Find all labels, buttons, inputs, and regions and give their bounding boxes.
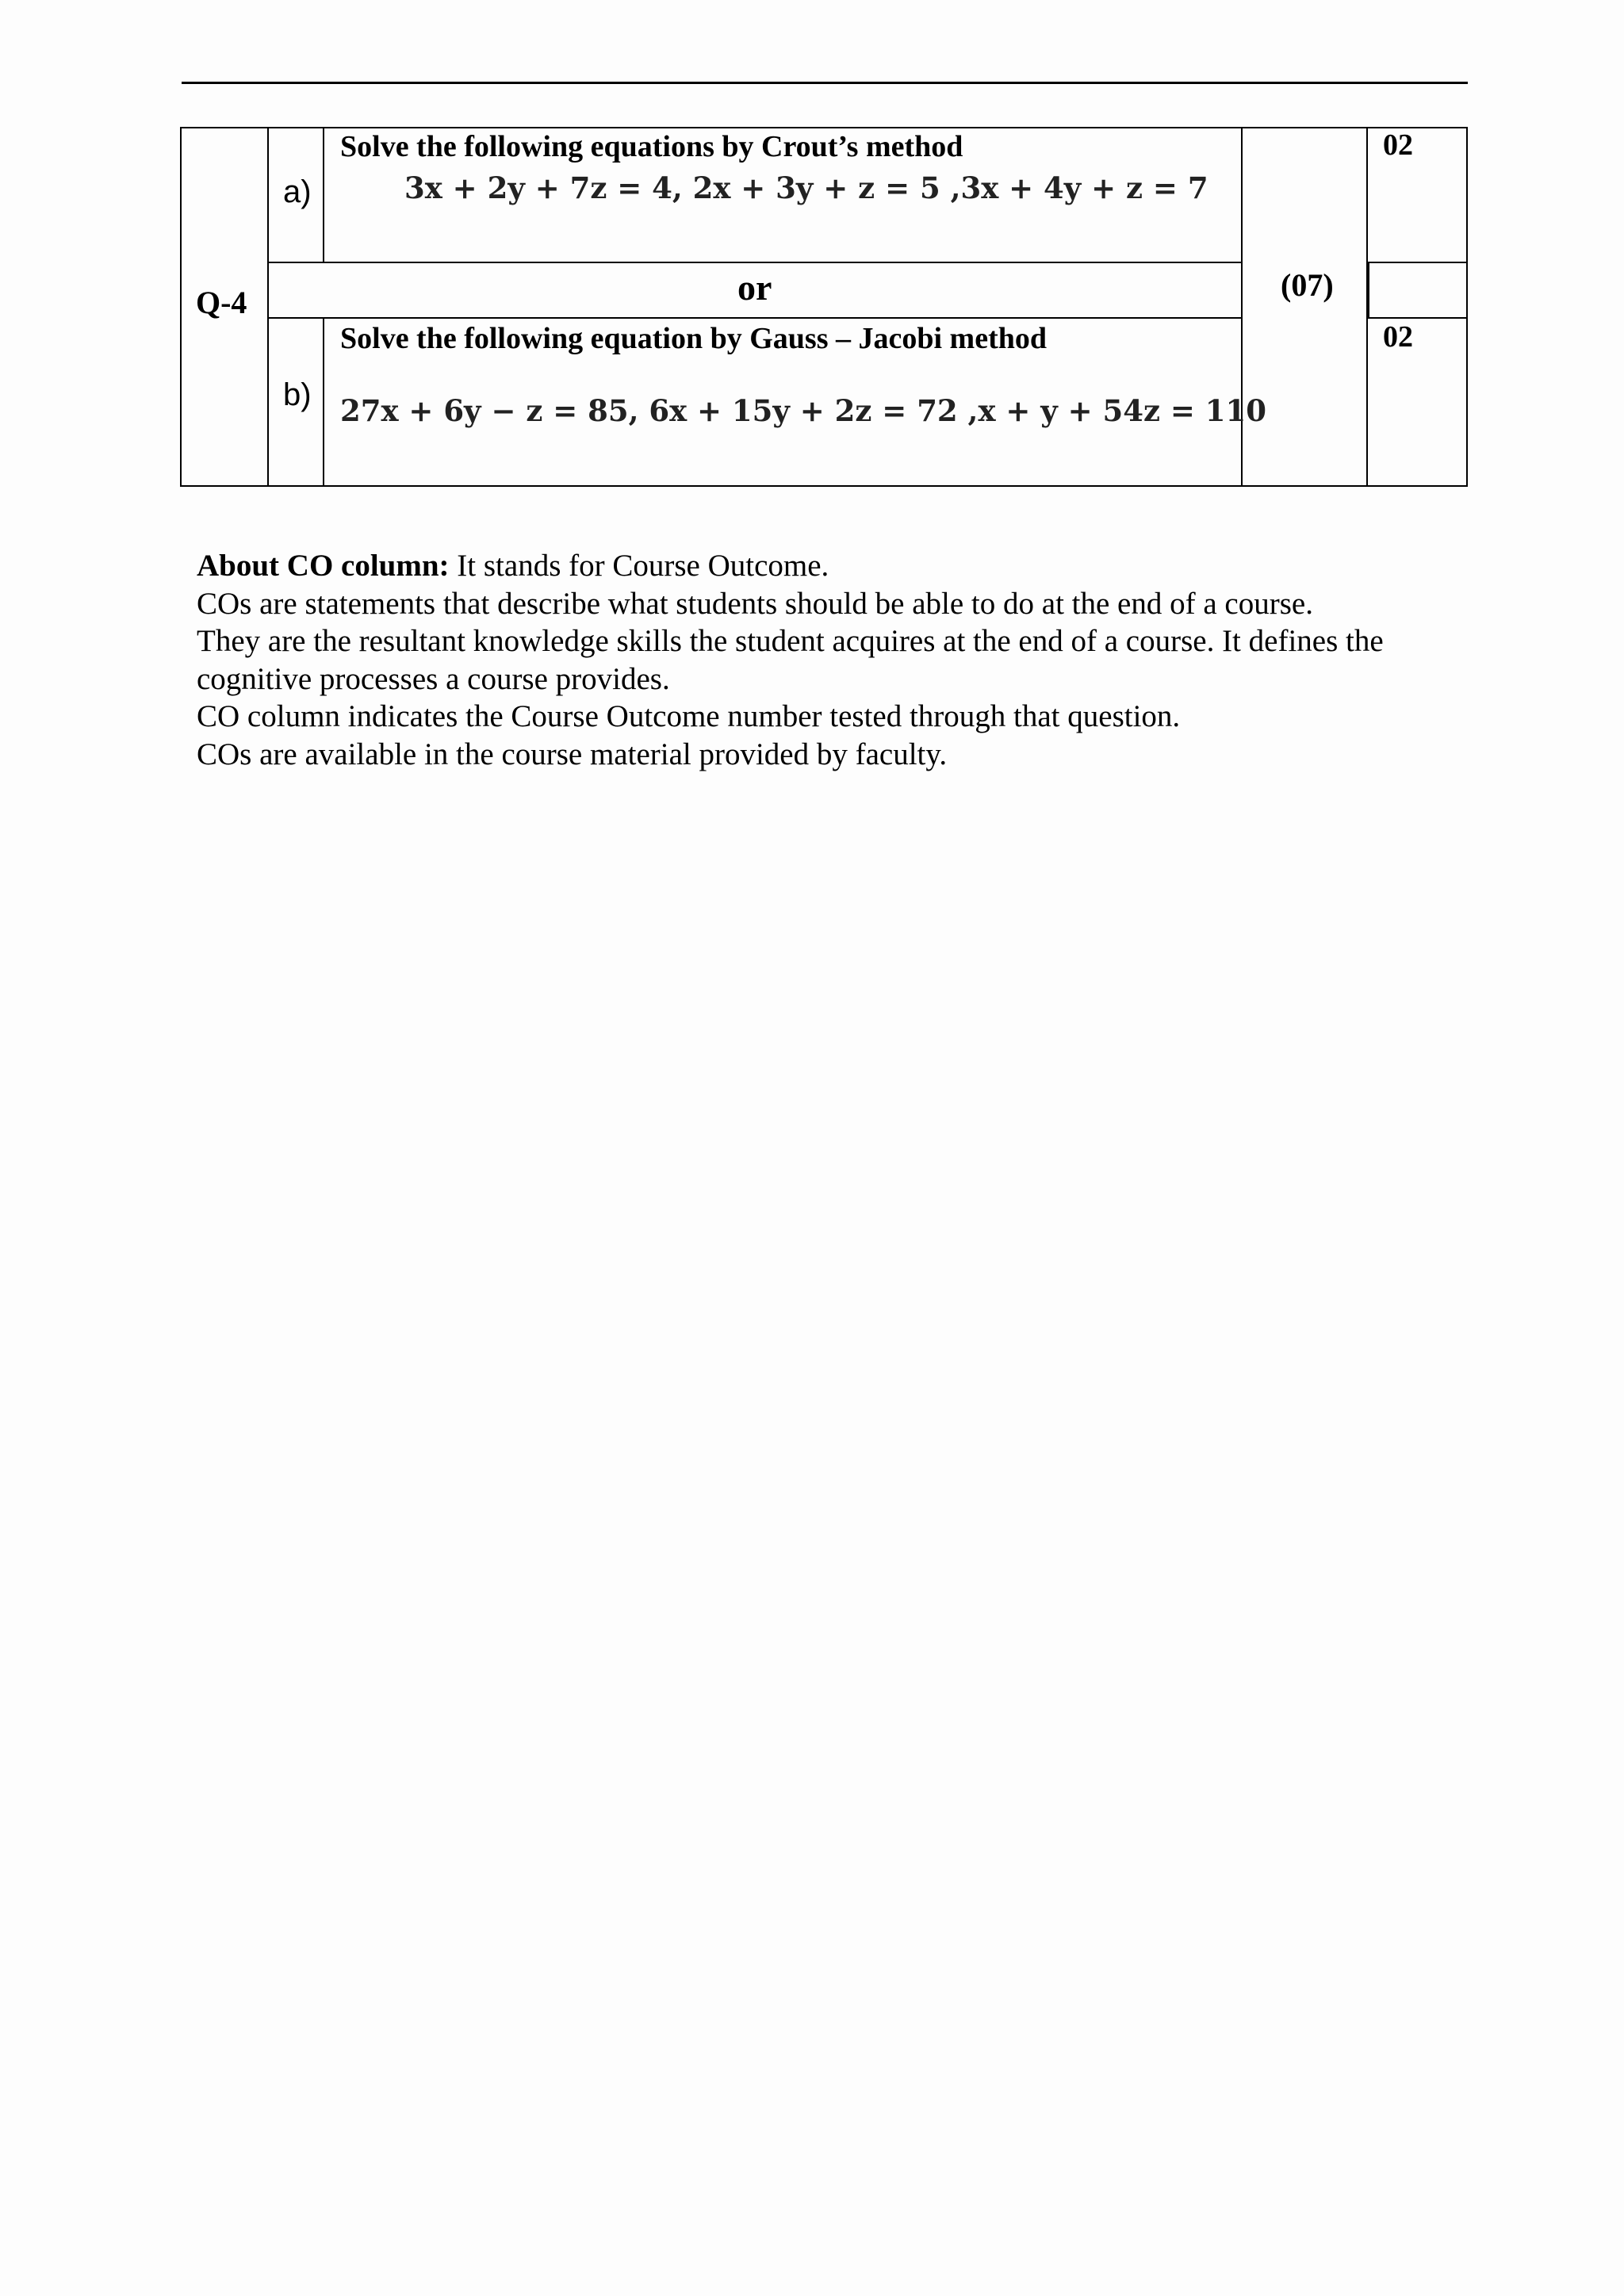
part-b-co-cell (1366, 317, 1468, 487)
notes-line-3: They are the resultant knowledge skills the student acquires at the end of a course. It defines the (197, 624, 1384, 658)
notes-line-2: COs are statements that describe what students should be able to do at the end of a course. (197, 586, 1313, 621)
part-b-equations: 27x + 6y − z = 85, 6x + 15y + 2z = 72 ,x + y + 54z = 110 (340, 393, 1267, 428)
notes-line-4: cognitive processes a course provides. (197, 661, 670, 696)
part-a-title: Solve the following equations by Crout’s method (340, 130, 963, 163)
notes-line-1 (197, 547, 1384, 585)
part-a-co: 02 (1383, 128, 1413, 162)
co-notes (197, 547, 1384, 773)
question-marks: (07) (1281, 267, 1334, 303)
marks-cell (1241, 127, 1368, 487)
notes-line-1-text: It stands for Course Outcome. (449, 549, 829, 583)
question-table (180, 127, 1468, 487)
separator-or: or (737, 267, 772, 308)
question-number: Q-4 (196, 285, 247, 320)
part-a-co-cell (1366, 127, 1468, 263)
part-a-equations: 3x + 2y + 7z = 4, 2x + 3y + z = 5 ,3x + 4y + z = 7 (404, 170, 1208, 205)
notes-line-6: COs are available in the course material provided by faculty. (197, 737, 948, 771)
notes-heading: About CO column: (197, 549, 450, 583)
notes-line-5: CO column indicates the Course Outcome number tested through that question. (197, 699, 1181, 733)
part-b-label: b) (283, 377, 312, 412)
separator-co-cell (1368, 262, 1468, 319)
part-b-co: 02 (1383, 320, 1413, 354)
part-a-label: a) (283, 174, 312, 209)
header-rule (182, 82, 1468, 84)
part-b-title: Solve the following equation by Gauss – Jacobi method (340, 322, 1047, 355)
